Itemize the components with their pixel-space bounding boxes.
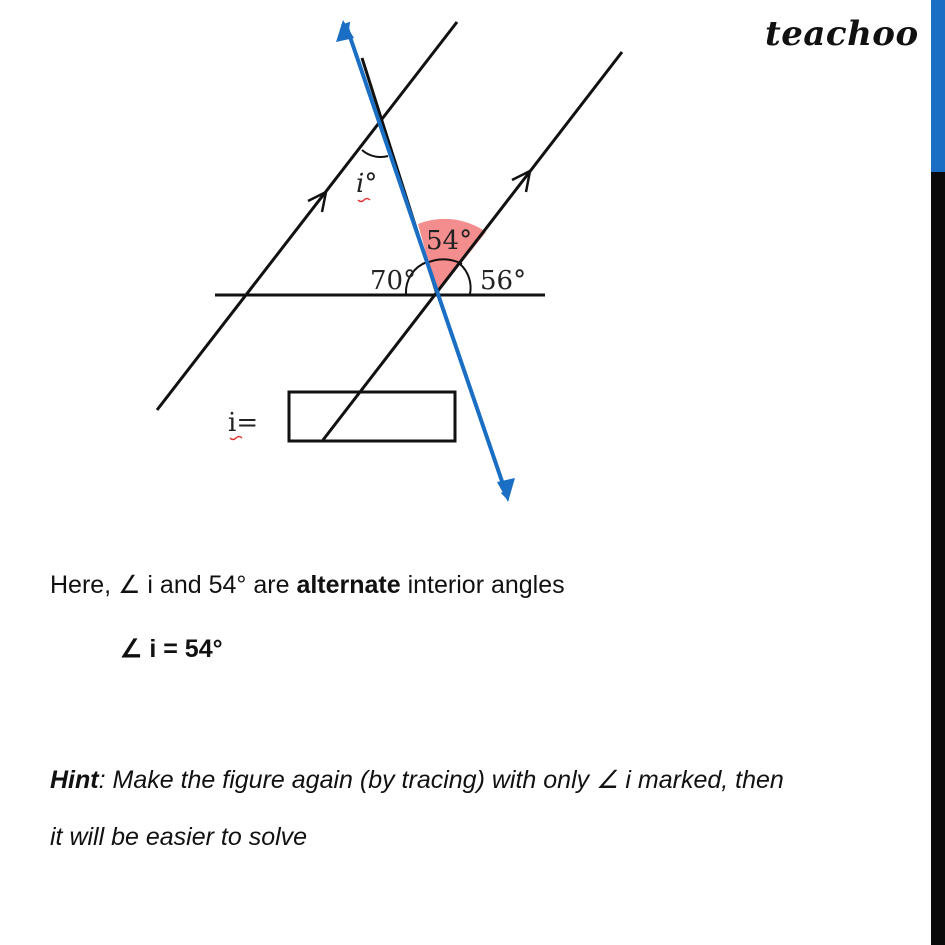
explanation-sentence <box>50 570 565 600</box>
side-bar <box>931 0 945 945</box>
hint-text-1: : Make the figure again (by tracing) with only ∠ i marked, then <box>98 766 784 794</box>
angle-i-arc <box>362 150 388 157</box>
arrow-down-icon <box>497 478 515 502</box>
angle-56-label: 56° <box>480 266 527 296</box>
blue-transversal <box>347 28 507 496</box>
angle-54-label: 54° <box>426 226 473 256</box>
answer-prefix: i= <box>228 408 259 438</box>
explanation-bold: alternate <box>296 571 401 599</box>
explanation-prefix: Here, ∠ i and 54° are <box>50 571 297 599</box>
angle-70-label: 70° <box>370 266 417 296</box>
brand-logo: teachoo <box>765 14 919 54</box>
answer-box <box>289 392 455 441</box>
hint-line-1 <box>50 765 784 795</box>
hint-line-2: it will be easier to solve <box>50 823 308 851</box>
side-bar-accent <box>931 0 945 172</box>
parallel-line-right <box>323 52 622 440</box>
angle-56-arc <box>460 264 471 294</box>
angle-i-label: i° <box>356 169 378 199</box>
explanation-result: ∠ i = 54° <box>120 635 223 663</box>
geometry-figure <box>0 0 660 520</box>
explanation-suffix: interior angles <box>400 571 565 599</box>
hint-label: Hint <box>50 766 99 794</box>
